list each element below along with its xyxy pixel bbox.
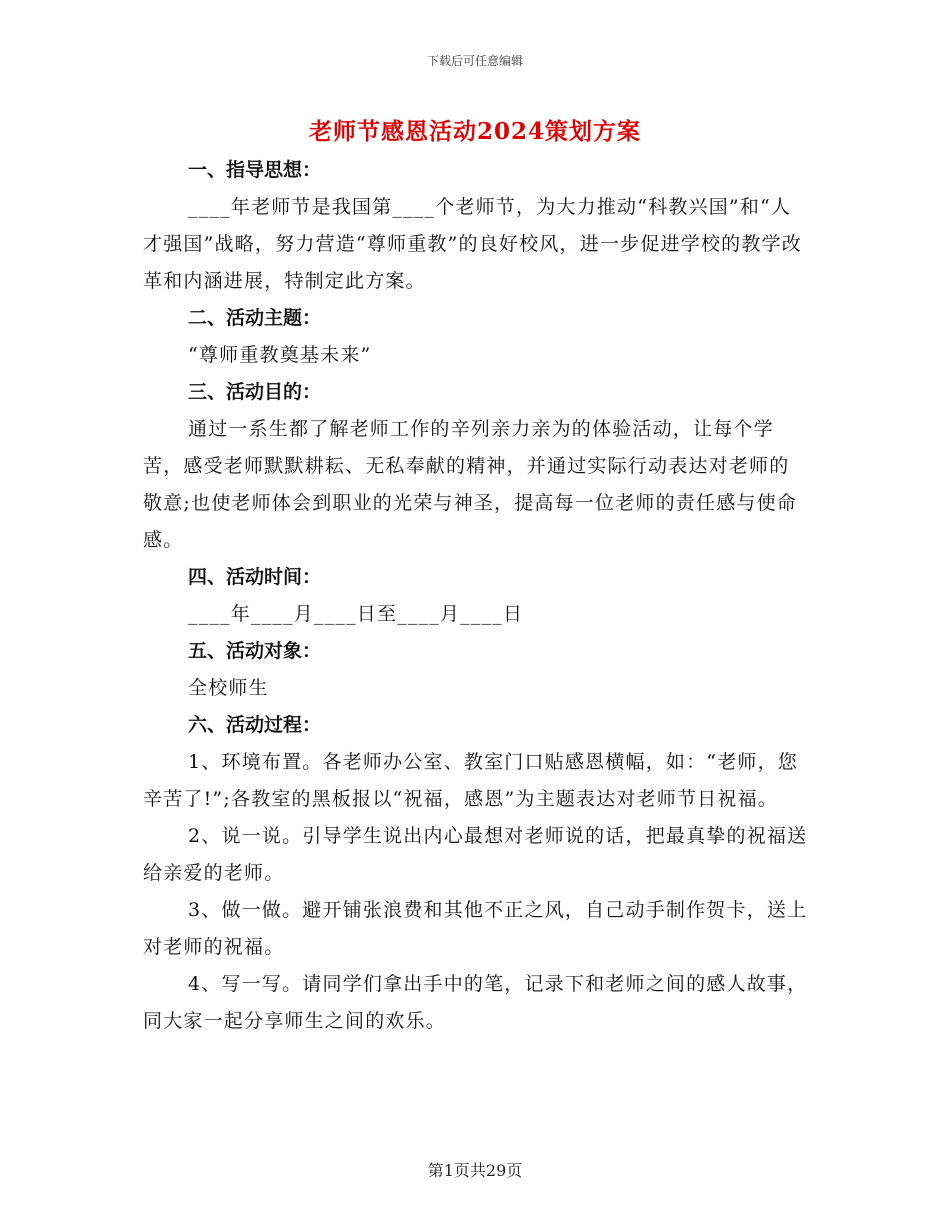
page-number: 第1页共29页 xyxy=(427,1161,523,1180)
section-heading: 五、活动对象： xyxy=(188,640,322,662)
section-paragraph: 3、做一做。避开铺张浪费和其他不正之风，自己动手制作贺卡，送上对老师的祝福。 xyxy=(143,899,808,958)
section-heading: 二、活动主题： xyxy=(188,307,322,329)
section-heading: 三、活动目的： xyxy=(188,381,322,403)
document-body xyxy=(143,152,808,1040)
section-paragraph: 全校师生 xyxy=(188,677,269,699)
section-paragraph: 2、说一说。引导学生说出内心最想对老师说的话，把最真挚的祝福送给亲爱的老师。 xyxy=(143,825,808,884)
section-activity-time xyxy=(143,559,808,633)
section-guiding-ideology xyxy=(143,152,808,300)
section-paragraph: 4、写一写。请同学们拿出手中的笔，记录下和老师之间的感人故事，同大家一起分享师生之间的欢乐。 xyxy=(143,973,808,1032)
section-paragraph: 通过一系生都了解老师工作的辛列亲力亲为的体验活动，让每个学苦，感受老师默默耕耘、无私奉献的精神，并通过实际行动表达对老师的敬意;也使老师体会到职业的光荣与神圣，提高每一位老师的责任感与使命感。 xyxy=(143,418,798,551)
section-paragraph: 1、环境布置。各老师办公室、教室门口贴感恩横幅，如：“老师，您辛苦了!”;各教室的黑板报以“祝福，感恩”为主题表达对老师节日祝福。 xyxy=(143,751,799,810)
page-header-note: 下载后可任意编辑 xyxy=(426,54,523,68)
section-heading: 四、活动时间： xyxy=(188,566,322,588)
section-activity-process xyxy=(143,707,808,1040)
document-title: 老师节感恩活动2024策划方案 xyxy=(308,118,641,145)
section-paragraph: “尊师重教奠基未来” xyxy=(188,344,372,366)
section-activity-theme xyxy=(143,300,808,374)
section-paragraph: ____年____月____日至____月____日 xyxy=(188,603,524,625)
section-activity-audience xyxy=(143,633,808,707)
section-paragraph: ____年老师节是我国第____个老师节，为大力推动“科教兴国”和“人才强国”战略，努力营造“尊师重教”的良好校风，进一步促进学校的教学改革和内涵进展，特制定此方案。 xyxy=(143,196,802,292)
section-heading: 一、指导思想： xyxy=(188,159,322,181)
section-activity-purpose xyxy=(143,374,808,559)
section-heading: 六、活动过程： xyxy=(188,714,322,736)
